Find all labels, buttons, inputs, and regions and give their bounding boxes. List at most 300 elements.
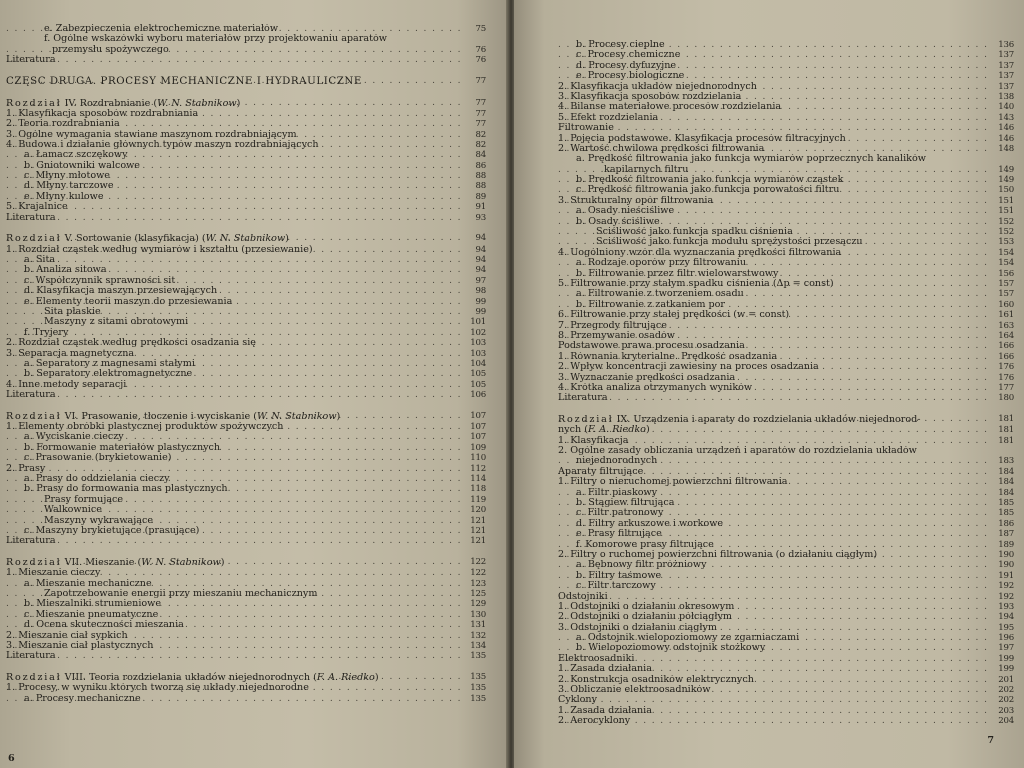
toc-entry-text: f. Ogólne wskazówki wyboru materiałów przy projektowaniu aparatów bbox=[44, 34, 387, 45]
toc-page-number: 91 bbox=[475, 202, 486, 213]
toc-page-number: 202 bbox=[998, 695, 1014, 706]
toc-entry bbox=[558, 269, 1014, 279]
chapter-title: V. Sortowanie (klasyfikacja) ( bbox=[61, 233, 206, 245]
toc-entry bbox=[558, 134, 1014, 144]
toc-entry bbox=[6, 140, 486, 150]
toc-entry bbox=[558, 592, 1014, 602]
toc-entry-text: 3. Obliczanie elektroosadników bbox=[558, 685, 711, 696]
toc-page-number: 164 bbox=[998, 330, 1014, 341]
toc-spacer bbox=[6, 547, 486, 557]
toc-page-number: 120 bbox=[470, 505, 486, 516]
toc-entry bbox=[6, 568, 486, 578]
toc-spacer bbox=[6, 400, 486, 410]
toc-page-number: 135 bbox=[470, 693, 486, 704]
toc-page-number: 153 bbox=[998, 237, 1014, 248]
toc-entry-text: niejednorodnych bbox=[576, 456, 658, 467]
toc-entry bbox=[6, 349, 486, 359]
toc-page-number: 109 bbox=[470, 442, 486, 453]
toc-entry-text: c. Prędkość filtrowania jako funkcja porowatości filtru bbox=[576, 185, 840, 196]
toc-entry-text: c. Procesy chemiczne bbox=[576, 50, 681, 61]
toc-entry-text: 3. Klasyfikacja sposobów rozdzielania bbox=[558, 91, 742, 102]
toc-entry-text: 1. Klasyfikacja sposobów rozdrabniania bbox=[6, 108, 199, 119]
toc-entry-text: e. Młyny kulowe bbox=[24, 191, 104, 202]
toc-entry bbox=[558, 716, 1014, 726]
toc-page-number: 112 bbox=[470, 463, 486, 474]
toc-entry-text: 1. Mieszanie cieczy bbox=[6, 568, 101, 579]
toc-page-number: 93 bbox=[475, 212, 486, 223]
right-page bbox=[514, 0, 1024, 768]
toc-entry bbox=[6, 297, 486, 307]
toc-page-number: 118 bbox=[470, 484, 486, 495]
toc-page-number: 110 bbox=[470, 453, 486, 464]
toc-entry bbox=[558, 258, 1014, 268]
toc-entry bbox=[558, 643, 1014, 653]
toc-entry bbox=[558, 300, 1014, 310]
toc-page-number: 103 bbox=[470, 338, 486, 349]
toc-entry-text: 2. Mieszanie ciał sypkich bbox=[6, 630, 128, 641]
toc-entry-text: a. Wyciskanie cieczy bbox=[24, 432, 124, 443]
toc-page-number: 152 bbox=[998, 216, 1014, 227]
toc-entry-text bbox=[558, 425, 650, 435]
toc-page-number: 107 bbox=[470, 432, 486, 443]
toc-entry bbox=[6, 536, 486, 546]
toc-entry-text: a. Bębnowy filtr próżniowy bbox=[576, 560, 707, 571]
toc-entry-text: 3. Ogólne wymagania stawiane maszynom rozdrabniającym bbox=[6, 129, 297, 140]
toc-page-number: 132 bbox=[470, 630, 486, 641]
toc-entry-text: Filtrowanie bbox=[558, 123, 614, 134]
toc-entry bbox=[558, 529, 1014, 539]
toc-page-number: 131 bbox=[470, 620, 486, 631]
toc-page-number: 189 bbox=[998, 539, 1014, 550]
toc-entry-text: CZĘŚĆ DRUGA. PROCESY MECHANICZNE I HYDRAULICZNE bbox=[6, 75, 362, 87]
toc-entry bbox=[558, 612, 1014, 622]
toc-entry-text: 3. Odstojniki o działaniu ciągłym bbox=[558, 622, 717, 633]
toc-page-number: 156 bbox=[998, 268, 1014, 279]
chapter-label: Rozdział bbox=[558, 414, 614, 426]
toc-entry-text: 2. Konstrukcja osadników elektrycznych bbox=[558, 674, 754, 685]
chapter-author: F. A. Riedko bbox=[316, 672, 375, 684]
toc-page-number: 94 bbox=[475, 233, 486, 244]
toc-page-number: 151 bbox=[998, 195, 1014, 206]
toc-entry bbox=[6, 694, 486, 704]
toc-page-number: 107 bbox=[470, 422, 486, 433]
toc-page-number: 105 bbox=[470, 369, 486, 380]
toc-page-number: 77 bbox=[475, 97, 486, 108]
toc-page-number: 187 bbox=[998, 529, 1014, 540]
toc-page-number: 201 bbox=[998, 674, 1014, 685]
toc-page-number: 190 bbox=[998, 549, 1014, 560]
toc-entry-text: 3. Mieszanie ciał plastycznych bbox=[6, 641, 154, 652]
toc-page-number: 181 bbox=[998, 414, 1014, 425]
toc-entry bbox=[558, 581, 1014, 591]
toc-entry bbox=[558, 654, 1014, 664]
toc-entry-text bbox=[558, 414, 921, 425]
toc-entry-text: 4. Uogólniony wzór dla wyznaczania prędkości filtrowania bbox=[558, 247, 842, 258]
toc-page-number: 157 bbox=[998, 278, 1014, 289]
toc-page-number: 199 bbox=[998, 653, 1014, 664]
toc-entry bbox=[6, 55, 486, 65]
toc-entry bbox=[558, 331, 1014, 341]
toc-entry-text: e. Procesy biologiczne bbox=[576, 71, 685, 82]
chapter-label: Rozdział bbox=[6, 410, 62, 422]
toc-page-number: 186 bbox=[998, 518, 1014, 529]
toc-entry-text: Literatura bbox=[6, 390, 56, 401]
toc-entry bbox=[6, 307, 486, 317]
toc-entry bbox=[558, 321, 1014, 331]
chapter-label: Rozdział bbox=[6, 557, 62, 569]
toc-page-number: 177 bbox=[998, 382, 1014, 393]
toc-entry-text: 1. Odstojniki o działaniu okresowym bbox=[558, 601, 735, 612]
toc-page-number: 97 bbox=[475, 275, 486, 286]
chapter-author: W. N. Stabnikow bbox=[157, 97, 237, 109]
toc-entry-text: c. Współczynnik sprawności sit bbox=[24, 275, 176, 286]
toc-entry bbox=[6, 317, 486, 327]
toc-page-number: 166 bbox=[998, 341, 1014, 352]
toc-page-number: 75 bbox=[475, 24, 486, 34]
toc-entry-text: 2. Aerocyklony bbox=[558, 716, 631, 727]
toc-entry-text: 8. Przemywanie osadów bbox=[558, 330, 675, 341]
toc-entry bbox=[6, 526, 486, 536]
toc-entry-text: b. Separatory elektromagnetyczne bbox=[24, 369, 193, 380]
toc-page-number: 192 bbox=[998, 581, 1014, 592]
toc-entry-text: 1. Procesy, w wyniku których tworzą się układy niejednorodne bbox=[6, 683, 309, 694]
toc-entry-text: e. Elementy teorii maszyn do przesiewania bbox=[24, 296, 233, 307]
toc-page-number: 101 bbox=[470, 317, 486, 328]
toc-entry-text: 2. Klasyfikacja układów niejednorodnych bbox=[558, 81, 757, 92]
chapter-title-close: ) bbox=[220, 557, 225, 569]
toc-entry bbox=[6, 464, 486, 474]
toc-entry-text: c. Filtr patronowy bbox=[576, 508, 664, 519]
toc-page-number: 137 bbox=[998, 81, 1014, 92]
toc-entry-text: 1. Równania kryterialne. Prędkość osadzania bbox=[558, 351, 778, 362]
toc-entry bbox=[6, 34, 486, 44]
toc-page-number: 197 bbox=[998, 643, 1014, 654]
toc-entry-text: Zapotrzebowanie energii przy mieszaniu mechanicznym bbox=[44, 589, 318, 600]
toc-entry-text: Prasy formujące bbox=[44, 494, 124, 505]
toc-page-number: 190 bbox=[998, 560, 1014, 571]
toc-entry bbox=[558, 456, 1014, 466]
toc-entry bbox=[558, 560, 1014, 570]
toc-entry-text: 2. Rozdział cząstek według prędkości osadzania się bbox=[6, 338, 256, 349]
toc-page-number: 184 bbox=[998, 477, 1014, 488]
toc-entry-text bbox=[6, 557, 224, 568]
toc-page-number: 151 bbox=[998, 206, 1014, 217]
toc-page-number: 119 bbox=[470, 494, 486, 505]
toc-page-number: 184 bbox=[998, 487, 1014, 498]
toc-entry-text: a. Osady nieściśliwe bbox=[576, 206, 675, 217]
toc-entry-text: b. Stągiew filtrująca bbox=[576, 497, 675, 508]
toc-chapter-heading bbox=[6, 98, 486, 109]
toc-entry-text: a. Odstojnik wielopoziomowy ze zgarniaczami bbox=[576, 633, 800, 644]
toc-page-number: 146 bbox=[998, 123, 1014, 134]
toc-page-number: 185 bbox=[998, 508, 1014, 519]
toc-entry bbox=[558, 623, 1014, 633]
toc-chapter-heading bbox=[558, 425, 1014, 435]
toc-entry-text: 2. Teoria rozdrabniania bbox=[6, 119, 120, 130]
toc-entry bbox=[558, 50, 1014, 60]
toc-page-number: 105 bbox=[470, 379, 486, 390]
toc-entry bbox=[6, 432, 486, 442]
page-number-right: 7 bbox=[987, 735, 994, 746]
toc-entry-text: Maszyny wykrawające bbox=[44, 515, 154, 526]
toc-entry-text: 3. Wyznaczanie prędkości osadzania bbox=[558, 372, 736, 383]
toc-page-number: 140 bbox=[998, 102, 1014, 113]
toc-entry-text: a. Filtrowanie z tworzeniem osadu bbox=[576, 289, 744, 300]
toc-page-number: 143 bbox=[998, 112, 1014, 123]
toc-entry bbox=[558, 310, 1014, 320]
toc-entry-text: 5. Efekt rozdzielania bbox=[558, 112, 659, 123]
page-number-left: 6 bbox=[8, 753, 15, 764]
toc-entry bbox=[6, 181, 486, 191]
toc-entry-text: Aparaty filtrujące bbox=[558, 466, 644, 477]
toc-page-number: 114 bbox=[470, 473, 486, 484]
toc-entry-text bbox=[6, 98, 240, 109]
toc-entry-text: Literatura bbox=[6, 55, 56, 66]
toc-page-number: 196 bbox=[998, 633, 1014, 644]
toc-entry bbox=[558, 185, 1014, 195]
toc-part-heading bbox=[6, 76, 486, 87]
toc-entry-text: 3. Strukturalny opór filtrowania bbox=[558, 195, 714, 206]
toc-entry-text: d. Filtry arkuszowe i workowe bbox=[576, 518, 724, 529]
toc-chapter-heading bbox=[6, 557, 486, 568]
toc-chapter-heading bbox=[6, 233, 486, 244]
toc-entry bbox=[558, 113, 1014, 123]
toc-entry bbox=[558, 664, 1014, 674]
toc-entry-text: a. Mieszanie mechaniczne bbox=[24, 578, 152, 589]
toc-entry-text: f. Tryjery bbox=[24, 327, 69, 338]
toc-page-number: 94 bbox=[475, 244, 486, 255]
toc-page-number: 185 bbox=[998, 497, 1014, 508]
toc-entry-text: d. Ocena skuteczności mieszania bbox=[24, 620, 184, 631]
toc-page-number: 194 bbox=[998, 612, 1014, 623]
toc-entry-text: 6. Filtrowanie przy stałej prędkości (w = const) bbox=[558, 310, 790, 321]
toc-page-number: 163 bbox=[998, 320, 1014, 331]
toc-page-number: 121 bbox=[470, 536, 486, 547]
toc-entry-text: Elektroosadniki bbox=[558, 653, 635, 664]
toc-page-number: 146 bbox=[998, 133, 1014, 144]
chapter-title: VIII. Teoria rozdzielania układów niejednorodnych ( bbox=[61, 672, 317, 684]
toc-entry bbox=[6, 359, 486, 369]
toc-entry-text: c. Maszyny brykietujące (prasujące) bbox=[24, 525, 200, 536]
toc-entry-text: 1. Rozdział cząstek według wymiarów i kształtu (przesiewanie) bbox=[6, 244, 313, 255]
toc-page-number: 148 bbox=[998, 143, 1014, 154]
toc-spacer bbox=[6, 87, 486, 97]
toc-entry-text: c. Filtr tarczowy bbox=[576, 581, 656, 592]
toc-entry-text bbox=[6, 672, 379, 683]
toc-page-number: 99 bbox=[475, 296, 486, 307]
toc-entry-text: 4. Krótka analiza otrzymanych wyników bbox=[558, 382, 753, 393]
toc-entry bbox=[6, 328, 486, 338]
toc-entry bbox=[6, 422, 486, 432]
toc-entry bbox=[6, 390, 486, 400]
toc-entry-text: b. Osady ściśliwe bbox=[576, 216, 660, 227]
toc-entry-text: 2. Wpływ koncentracji zawiesiny na proces osadzania bbox=[558, 362, 819, 373]
toc-entry-text: 1. Filtry o nieruchomej powierzchni filtrowania bbox=[558, 477, 788, 488]
toc-page-number: 102 bbox=[470, 327, 486, 338]
toc-entry-text: e. Prasy filtrujące bbox=[576, 529, 662, 540]
toc-entry bbox=[6, 161, 486, 171]
toc-entry bbox=[558, 248, 1014, 258]
toc-list-right bbox=[558, 40, 1014, 727]
toc-entry bbox=[558, 602, 1014, 612]
left-page bbox=[0, 0, 508, 768]
toc-spacer bbox=[558, 404, 1014, 414]
toc-entry bbox=[558, 341, 1014, 351]
chapter-author: W. N. Stabnikow bbox=[141, 557, 221, 569]
toc-entry-text: kapilarnych filtru bbox=[604, 164, 689, 175]
toc-entry-text: 2. Prasy bbox=[6, 463, 46, 474]
toc-entry-text: 2. Ogólne zasady obliczania urządzeń i aparatów do rozdzielania układów bbox=[558, 446, 917, 457]
toc-entry-text: b. Prędkość filtrowania jako funkcja wymiarów cząstek bbox=[576, 175, 844, 186]
toc-page-number: 204 bbox=[998, 716, 1014, 727]
toc-entry bbox=[6, 683, 486, 693]
toc-page-number: 154 bbox=[998, 247, 1014, 258]
toc-entry-text: Ściśliwość jako funkcja modułu sprężystości przesączu bbox=[596, 237, 863, 248]
toc-entry bbox=[558, 498, 1014, 508]
toc-entry bbox=[558, 61, 1014, 71]
toc-entry bbox=[6, 516, 486, 526]
toc-entry-text: Odstojniki bbox=[558, 591, 608, 602]
toc-page-number: 88 bbox=[475, 181, 486, 192]
toc-page-number: 176 bbox=[998, 372, 1014, 383]
chapter-title-close: ) bbox=[645, 425, 650, 436]
toc-entry bbox=[558, 175, 1014, 185]
toc-entry bbox=[6, 474, 486, 484]
toc-entry-text: c. Prasowanie (brykietowanie) bbox=[24, 453, 172, 464]
toc-page-number: 94 bbox=[475, 265, 486, 276]
toc-entry-text: b. Analiza sitowa bbox=[24, 265, 107, 276]
toc-entry-text: Literatura bbox=[558, 393, 608, 404]
toc-page-number: 137 bbox=[998, 71, 1014, 82]
toc-page-number: 82 bbox=[475, 139, 486, 150]
toc-page-number: 134 bbox=[470, 641, 486, 652]
toc-page-number: 202 bbox=[998, 685, 1014, 696]
toc-entry bbox=[558, 383, 1014, 393]
toc-entry bbox=[6, 171, 486, 181]
toc-entry bbox=[558, 571, 1014, 581]
toc-spacer bbox=[6, 662, 486, 672]
toc-entry-text bbox=[6, 233, 289, 244]
chapter-title: IV. Rozdrabnianie ( bbox=[61, 97, 158, 109]
toc-page-number: 94 bbox=[475, 254, 486, 265]
toc-entry bbox=[6, 505, 486, 515]
chapter-label: Rozdział bbox=[6, 97, 62, 109]
toc-page-number: 135 bbox=[470, 651, 486, 662]
toc-page-number: 121 bbox=[470, 515, 486, 526]
toc-page-number: 77 bbox=[475, 119, 486, 130]
toc-entry bbox=[558, 289, 1014, 299]
toc-entry bbox=[558, 540, 1014, 550]
toc-entry-text: d. Młyny tarczowe bbox=[24, 181, 114, 192]
toc-entry bbox=[6, 255, 486, 265]
toc-entry bbox=[558, 685, 1014, 695]
toc-entry bbox=[6, 213, 486, 223]
toc-entry bbox=[6, 484, 486, 494]
toc-entry-text: 1. Elementy obróbki plastycznej produktów spożywczych bbox=[6, 422, 284, 433]
toc-entry-text: a. Prędkość filtrowania jako funkcja wymiarów poprzecznych kanalików bbox=[576, 154, 926, 165]
toc-entry-text bbox=[6, 411, 340, 422]
toc-entry bbox=[558, 82, 1014, 92]
chapter-title-close: ) bbox=[374, 672, 379, 684]
toc-page-number: 98 bbox=[475, 286, 486, 297]
toc-entry bbox=[558, 519, 1014, 529]
toc-page-number: 84 bbox=[475, 150, 486, 161]
toc-page-number: 104 bbox=[470, 358, 486, 369]
toc-entry bbox=[558, 165, 1014, 175]
toc-entry-text: 3. Separacja magnetyczna bbox=[6, 348, 135, 359]
toc-entry bbox=[558, 488, 1014, 498]
toc-entry-text: 7. Przegrody filtrujące bbox=[558, 320, 667, 331]
toc-page-number: 181 bbox=[998, 435, 1014, 446]
toc-entry-text: b. Gniotowniki walcowe bbox=[24, 160, 140, 171]
toc-entry bbox=[6, 599, 486, 609]
toc-entry bbox=[558, 279, 1014, 289]
toc-entry-text: 2. Odstojniki o działaniu półciągłym bbox=[558, 612, 732, 623]
toc-entry-text: b. Procesy cieplne bbox=[576, 40, 665, 50]
toc-entry bbox=[6, 286, 486, 296]
toc-entry-text: Ściśliwość jako funkcja spadku ciśnienia bbox=[596, 227, 793, 238]
toc-entry bbox=[6, 453, 486, 463]
toc-entry bbox=[558, 196, 1014, 206]
toc-page-number: 122 bbox=[470, 568, 486, 579]
toc-entry bbox=[558, 206, 1014, 216]
toc-entry bbox=[6, 443, 486, 453]
toc-entry-text: b. Mieszalniki strumieniowe bbox=[24, 599, 162, 610]
chapter-author: W. N. Stabnikow bbox=[257, 410, 337, 422]
toc-entry bbox=[558, 675, 1014, 685]
chapter-label: Rozdział bbox=[6, 233, 62, 245]
chapter-author: W. N. Stabnikow bbox=[205, 233, 286, 245]
toc-page-number: 135 bbox=[470, 683, 486, 694]
toc-entry bbox=[6, 265, 486, 275]
toc-page-number: 82 bbox=[475, 129, 486, 140]
toc-entry-text: 4. Budowa i działanie głównych typów maszyn rozdrabniających bbox=[6, 139, 319, 150]
toc-entry-text: 4. Inne metody separacji bbox=[6, 379, 127, 390]
toc-entry-text: a. Separatory z magnesami stałymi bbox=[24, 358, 195, 369]
toc-entry-text: 1. Zasada działania bbox=[558, 705, 652, 716]
toc-entry-text: 2. Wartość chwilowa prędkości filtrowania bbox=[558, 143, 765, 154]
toc-entry bbox=[6, 338, 486, 348]
toc-entry bbox=[558, 467, 1014, 477]
toc-entry-text: 1. Pojęcia podstawowe. Klasyfikacja procesów filtracyjnych bbox=[558, 133, 846, 144]
toc-entry bbox=[558, 508, 1014, 518]
toc-entry bbox=[558, 695, 1014, 705]
toc-entry-text: Sita płaskie bbox=[44, 306, 101, 317]
toc-page-number: 161 bbox=[998, 310, 1014, 321]
toc-entry-text: e. Zabezpieczenia elektrochemiczne materiałów bbox=[44, 24, 279, 34]
toc-entry bbox=[6, 651, 486, 661]
toc-entry-text: 4. Bilanse materiałowe procesów rozdzielania bbox=[558, 102, 782, 113]
toc-entry bbox=[558, 373, 1014, 383]
toc-entry-text: a. Rodzaje oporów przy filtrowaniu bbox=[576, 258, 747, 269]
toc-page-number: 191 bbox=[998, 570, 1014, 581]
toc-entry-text: przemysłu spożywczego bbox=[52, 44, 169, 55]
toc-page-number: 137 bbox=[998, 60, 1014, 71]
toc-entry bbox=[6, 45, 486, 55]
toc-entry bbox=[558, 154, 1014, 164]
toc-entry bbox=[6, 109, 486, 119]
toc-entry bbox=[6, 620, 486, 630]
toc-page-number: 137 bbox=[998, 50, 1014, 61]
toc-entry bbox=[558, 123, 1014, 133]
toc-entry bbox=[558, 144, 1014, 154]
toc-page-number: 176 bbox=[998, 362, 1014, 373]
toc-entry-text: 2. Filtry o ruchomej powierzchni filtrowania (o działaniu ciągłym) bbox=[558, 549, 878, 560]
toc-page-number: 136 bbox=[998, 40, 1014, 50]
toc-page-number: 180 bbox=[998, 393, 1014, 404]
toc-chapter-heading bbox=[6, 672, 486, 683]
toc-page-number: 193 bbox=[998, 601, 1014, 612]
